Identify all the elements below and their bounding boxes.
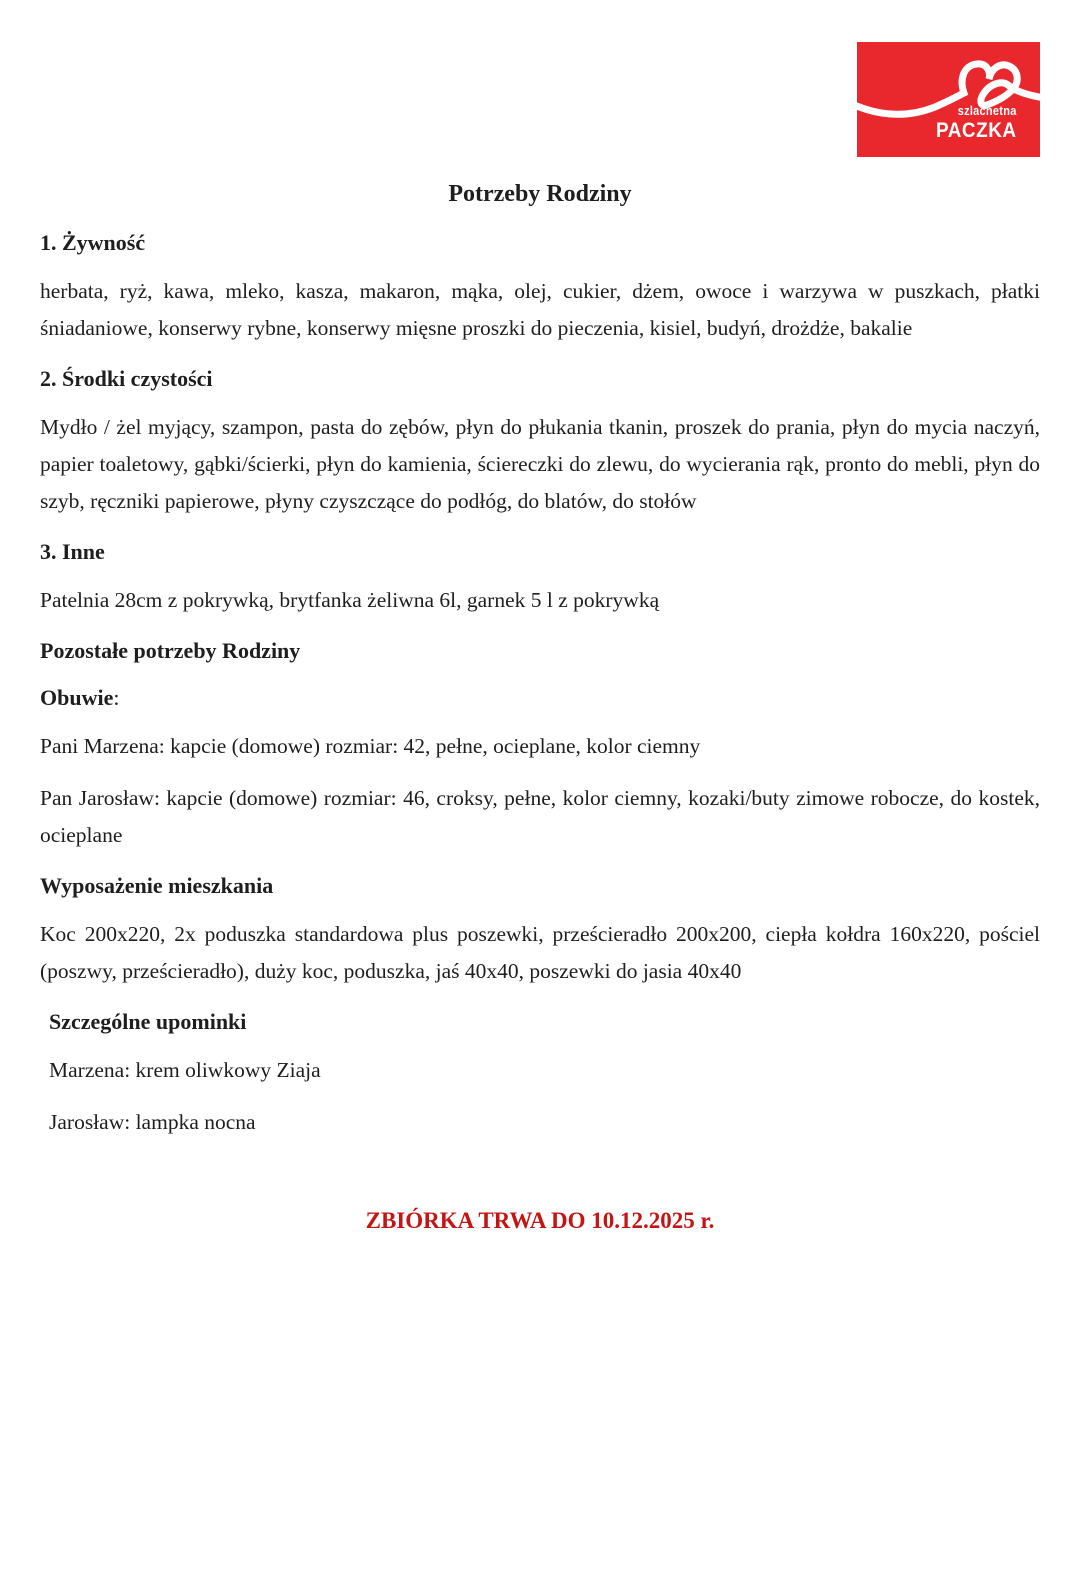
obuwie-label: Obuwie: [40, 685, 114, 710]
szlachetna-paczka-logo: [857, 42, 1040, 157]
section-szczegolne-upominki: [40, 1007, 1040, 1141]
section-srodki-heading: 2. Środki czystości: [40, 366, 213, 391]
section-inne: [40, 537, 1040, 619]
section-zywnosc-text: herbata, ryż, kawa, mleko, kasza, makaron, mąka, olej, cukier, dżem, owoce i warzywa w puszkach, płatki śniadaniowe, konserwy rybne, konserwy mięsne proszki do pieczenia, kisiel, budyń, drożdże, bakalie: [40, 279, 1040, 340]
gift-item-jaroslaw: Jarosław: lampka nocna: [49, 1110, 256, 1134]
obuwie-colon: :: [113, 685, 120, 710]
section-srodki-text: Mydło / żel myjący, szampon, pasta do zębów, płyn do płukania tkanin, proszek do prania, płyn do mycia naczyń, papier toaletowy, gąbki/ścierki, płyn do kamienia, ściereczki do zlewu, do wycierania rąk, pronto do mebli, płyn do szyb, ręczniki papierowe, płyny czyszczące do podłóg, do blatów, do stołów: [40, 415, 1040, 513]
wyposazenie-text: Koc 200x220, 2x poduszka standardowa plus poszewki, prześcieradło 200x200, ciepła kołdra 160x220, pościel (poszwy, prześcieradło), duży koc, poduszka, jaś 40x40, poszewki do jasia 40x40: [40, 922, 1040, 983]
logo-text-szlachetna: szlachetna: [958, 104, 1017, 118]
shoes-item-pan: Pan Jarosław: kapcie (domowe) rozmiar: 46, croksy, pełne, kolor ciemny, kozaki/buty zimowe robocze, do kostek, ocieplane: [40, 786, 1040, 847]
pozostale-heading: Pozostałe potrzeby Rodziny: [40, 638, 301, 663]
logo-text-paczka: PACZKA: [936, 117, 1017, 142]
section-inne-heading: 3. Inne: [40, 539, 105, 564]
upominki-heading: Szczególne upominki: [49, 1009, 247, 1034]
collection-deadline-note: ZBIÓRKA TRWA DO 10.12.2025 r.: [365, 1208, 715, 1233]
section-wyposazenie: [40, 871, 1040, 990]
section-inne-text: Patelnia 28cm z pokrywką, brytfanka żeliwna 6l, garnek 5 l z pokrywką: [40, 588, 660, 612]
section-srodki-czystosci: [40, 364, 1040, 520]
obuwie-heading: [40, 683, 1040, 713]
shoes-item-pani: Pani Marzena: kapcie (domowe) rozmiar: 42, pełne, ocieplane, kolor ciemny: [40, 734, 701, 758]
section-zywnosc-heading: 1. Żywność: [40, 230, 146, 255]
gift-item-marzena: Marzena: krem oliwkowy Ziaja: [49, 1058, 321, 1082]
section-zywnosc: [40, 228, 1040, 347]
section-pozostale-potrzeby: [40, 636, 1040, 854]
wyposazenie-heading: Wyposażenie mieszkania: [40, 873, 274, 898]
page-title: Potrzeby Rodziny: [448, 181, 632, 207]
logo-row: [40, 0, 1040, 157]
logo-wordmark: [936, 105, 1017, 141]
